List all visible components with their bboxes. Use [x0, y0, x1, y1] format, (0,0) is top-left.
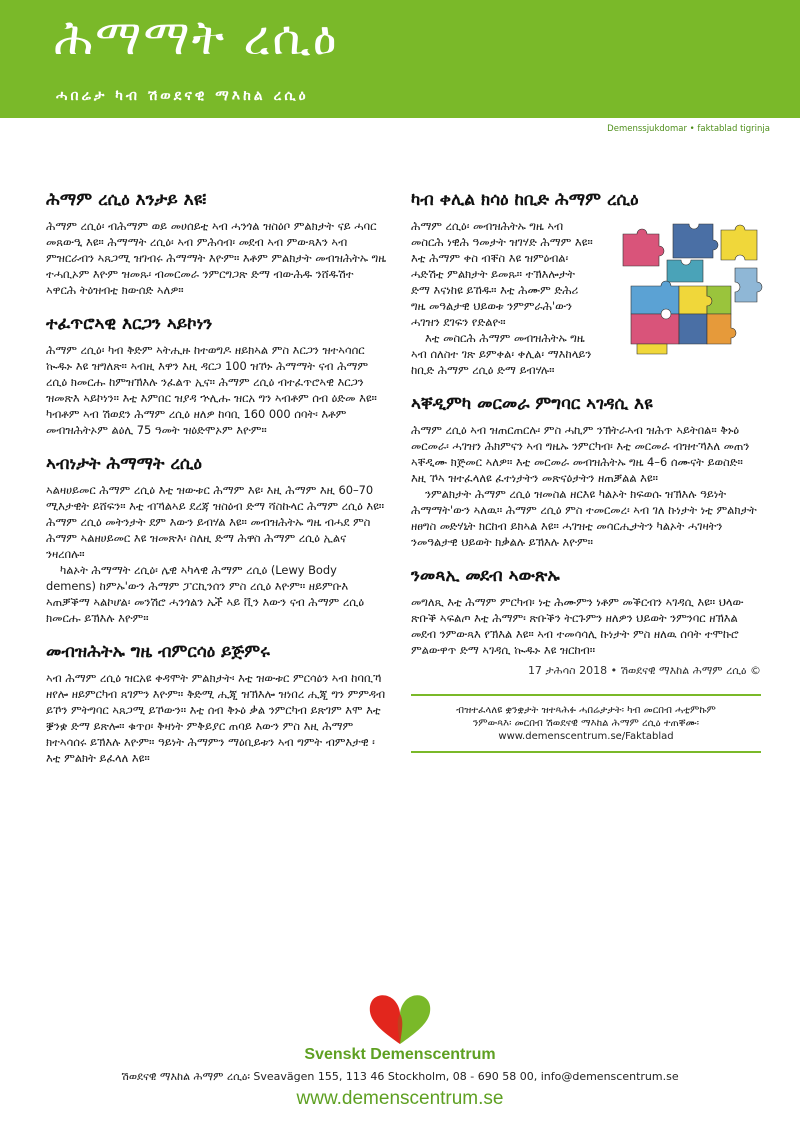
section-paragraph: መግለጺ እቲ ሕማም ምርካብ፡ ነቲ ሕሙምን ነቶም መቕርብን ኣገዳሲ እዩ። ህላው ጽቡቕ ኣፍልጦ እቲ ሕማም፡ ጽቡቕን ትርጉምን ዘለዎን ህይወት ንምንባር ዘኽእል መደብ ንምውጻእ የኽእል እዩ። ኣብ ተመሳሳሊ ኩነታት ምስ ዘለዉ ሰባት ተሞኩሮ ምልውዋጥ ድማ ኣገዳሲ ኲዱኑ እዩ ዝርከብ።	[411, 595, 744, 657]
section-paragraph: ካልኦት ሕማማት ረሲዕ፡ ሌዊ ኣካላዊ ሕማም ረሲዕ (Lewy Body demens) ከምኡ'ውን ሕማም ፓርኪንሰን ምስ ረሲዕ እዮም። ዘይምቡእ ኣጠቓቕማ ኣልኮሆል፡ መንሽሮ ሓንጎልን ኤች ኣይ ቪን እውን ናብ ሕማም ረሲዕ ክመርሑ ይኽእሉ እዮም።	[46, 563, 364, 625]
right-column	[411, 190, 761, 753]
section-heading: ሕማም ረሲዕ እንታይ እዩ፧	[46, 190, 207, 210]
section-examples	[46, 454, 386, 626]
section-paragraph: ኣብ ሕማም ረሲዕ ዝርአዩ ቀዳሞት ምልክታት፡ እቲ ዝውቱር ምርሳዕን ኣብ ከባቢኻ ዘየሎ ዘይምርካብ ጸገምን እዮም። ቅድሚ ሒጂ ዝኽእሎ ዝነበረ ሒጂ ግን ምምዳብ ይኾን ምትግባር ኣጸጋሚ ይኾውን። እቲ ሰብ ቅኑዕ ቃል ንምርካብ ይጽገም እሞ እቲ ቛንቋ ድማ ይጽሎ። ቁጥዐ፡ ቅዛነት ምቅይያር ጠባይ እውን ምስ እዚ ሕማም ክተኣሳሰሩ ይኽእሉ እዮም። ዓይነት ሕማምን ማዕቢይቱን ኣብ ግምት ብምእታዊ ፡እቲ ምልክት ይፈላለ እዩ።	[46, 671, 386, 765]
section-not-normal-aging	[46, 314, 386, 438]
page-title: ሕማማት ረሲዕ	[54, 10, 339, 66]
info-text-line: ንምውጻእ፡ መርበብ ሽወደናዊ ማእከል ሕማም ረሲዕ ተጠቐሙ፡	[472, 718, 700, 729]
header-banner	[0, 0, 800, 118]
section-paragraph: ኣልዛሀይመር ሕማም ረሲዕ እቲ ዝውቱር ሕማም እዩ፡ እዚ ሕማም እዚ 60–70 ሚእታዊት ይሸፍን። እቲ ብኻልኣይ ደረጃ ዝስዕብ ድማ ሻስኩላር ሕማም ረሲዕ እዩ። ሕማም ረሲዕ መትንታት ደም እውን ይብሃል እዩ። መብዝሕትኡ ግዜ ብሓደ ምስ ሕማም ኣልዘሀይመር እዩ ዝመጽእ፡ ስለዚ ድማ ሕዋስ ሕማም ረሲዕ ኢልና ንዛረበሉ።	[46, 483, 385, 561]
section-heading: ንመጻኢ መደብ ኣውጽኡ	[411, 566, 560, 586]
info-link[interactable]: www.demenscentrum.se/Faktablad	[498, 731, 674, 742]
contact-address: ሽወደናዊ ማእከል ሕማም ረሲዕ፡ Sveavägen 155, 113 46 Stockholm, 08 - 690 58 00, info@demenscentrum.se	[121, 1070, 679, 1083]
section-paragraph: ሕማም ረሲዕ፡ ካብ ቅድም ኣትሒዙ ከተወግዶ ዘይክኣል ምስ እርጋን ዝተኣሳሰር ኲዱኑ እዩ ዝግለጽ። ኣብዚ እዋን እዚ ዳርጋ 100 ዝኾኑ ሕማማት ናብ ሕማም ረሲዕ ክመርሑ ከምዝኽእሉ ንፈልጥ ኢና። ሕማም ረሲዕ ብተፈጥሮኣዊ እርጋን ዝመጽእ ኣይኮነን። እቲ እምበር ዝያዳ ኍሊሑ ዝርአ ግን ኣብቶም ሰብ ዕድመ እዩ። ካብቶም ኣብ ሽወደን ሕማም ረሲዕ ዘለዎ ከባቢ 160 000 ሰባት፡ እቶም መብዝሕትኦም ልዕሊ 75 ዓመት ዝዕድሞኦም እዮም።	[46, 343, 377, 437]
section-early-diagnosis	[411, 394, 761, 550]
section-paragraph: ንምልክታት ሕማም ረሲዕ ዝመስል ዘርእዩ ካልኦት ክፍወሱ ዝኽእሉ ዓይነት ሕማማት'ውን ኣለዉ። ሕማም ረሲዕ ምስ ተመርመረ፡ ኣብ ገለ ኩነታት ነቲ ምልክታት ዘፀግስ መድሃኒት ክርከብ ይክኣል እዩ። ሓገዝቲ መሳርሒታትን ካልኦት ሓገዛትን ንመዓልታዊ ህይወት ክቃልሉ ይኽእሉ እዮም።	[411, 487, 757, 549]
section-early-signs	[46, 642, 386, 766]
section-heading: ካብ ቀሊል ክሳዕ ከቢድ ሕማም ረሲዕ	[411, 190, 639, 210]
section-heading: ተፈጥሮኣዊ እርጋን ኣይኮነን	[46, 314, 213, 334]
section-paragraph: እቲ መስርሕ ሕማም መብዝሕትኡ ግዜ ኣብ ሰለስተ ገጽ ይምቀል፡ ቀሊል፡ ማእከላይን ከቢድ ሕማም ረሲዕ ድማ ይብሃሉ።	[411, 331, 592, 377]
section-paragraph: ሕማም ረሲዕ ኣብ ዝጠርጠርሉ፡ ምስ ሓኪም ንኽትራኣብ ዝሕጥ ኣይትበል። ቅኑዕ መርመራ፡ ሓገዝን ሕክምናን ኣብ ግዜኡ ንምርካብ፡ እቲ መርመራ ብዝተኻእለ መጠን ኣቐዲሙ ክጅመር ኣለዎ። እቲ መርመራ መብዝሕትኡ ግዜ 4–6 ሰሙናት ይወስድ። እዚ ኾኣ ዝተፈላለዩ ፈተነታትን መጽናዕታትን ዘጠቓልል እዩ።	[411, 423, 750, 485]
section-paragraph: ሕማም ረሲዕ፡ ብሕማም ወይ መሀሰይቲ ኣብ ሓንጎል ዝስዕቦ ምልክታት ናይ ሓባር መጸውዒ እዩ። ሕማማት ረሲዕ፡ ኣብ ምሕሳብ፡ መደብ ኣብ ምውጻእን ኣብ ምዝርራብን ኣጸጋሚ ዝገብሩ ሕማማት እዮም። እቶም ምልክታት መብዝሕትኡ ግዜ ተሓቢኦም እዮም ዝመጹ፡ ብመርመራ ንምርግጋጽ ድማ ብውሕዱ ንሸዱሽተ ኣዋርሕ ትዕዝብቲ ክውሰድ ኣለዎ።	[46, 219, 386, 297]
section-what-is-dementia	[46, 190, 386, 298]
section-heading: ኣብነታት ሕማማት ረሲዕ	[46, 454, 202, 474]
section-plan-future	[411, 566, 761, 678]
brand-name: Svenskt Demenscentrum	[304, 1046, 496, 1063]
website-link[interactable]: www.demenscentrum.se	[296, 1088, 504, 1109]
info-box	[411, 694, 761, 753]
publication-date: 17 ታሕሳስ 2018 • ሽወደናዊ ማእከል ሕማም ረሲዕ ©	[527, 664, 761, 677]
footer-logo	[0, 990, 800, 1046]
page-subtitle: ሓበሬታ ካብ ሽወደናዊ ማእከል ረሲዕ	[56, 88, 309, 104]
section-mild-to-severe	[411, 190, 761, 378]
info-text-line: ብዝተፈላለዩ ቋንቋታት ዝተጻሕፉ ሓበሬታታት፡ ካብ መርበብ ሓቲምኩም	[456, 705, 716, 716]
document-tagline: Demenssjukdomar • faktablad tigrinja	[607, 124, 770, 134]
left-column	[46, 190, 386, 782]
puzzle-pieces-illustration	[603, 220, 765, 360]
section-heading: ኣቐዲምካ መርመራ ምግባር ኣገዳሲ እዩ	[411, 394, 653, 414]
section-heading: መብዝሕትኡ ግዜ ብምርሳዕ ይጅምሩ	[46, 642, 270, 662]
heart-leaves-logo	[360, 990, 440, 1046]
section-paragraph: ሕማም ረሲዕ፡ መብዝሕትኡ ግዜ ኣብ መስርሕ ነዊሕ ዓመታት ዝገሃድ ሕማም እዩ። እቲ ሕማም ቀስ ብቐስ እዩ ዝምዕብል፡ ሓድሽቲ ምልክታት ይመጹ። ተኽእሎታት ድማ እናነከዩ ይኸዱ። እቲ ሕሙም ድሕሪ ግዜ መዓልታዊ ህይወቱ ንምምራሕ'ውን ሓገዝን ደገፍን የድልዮ።	[411, 219, 593, 329]
